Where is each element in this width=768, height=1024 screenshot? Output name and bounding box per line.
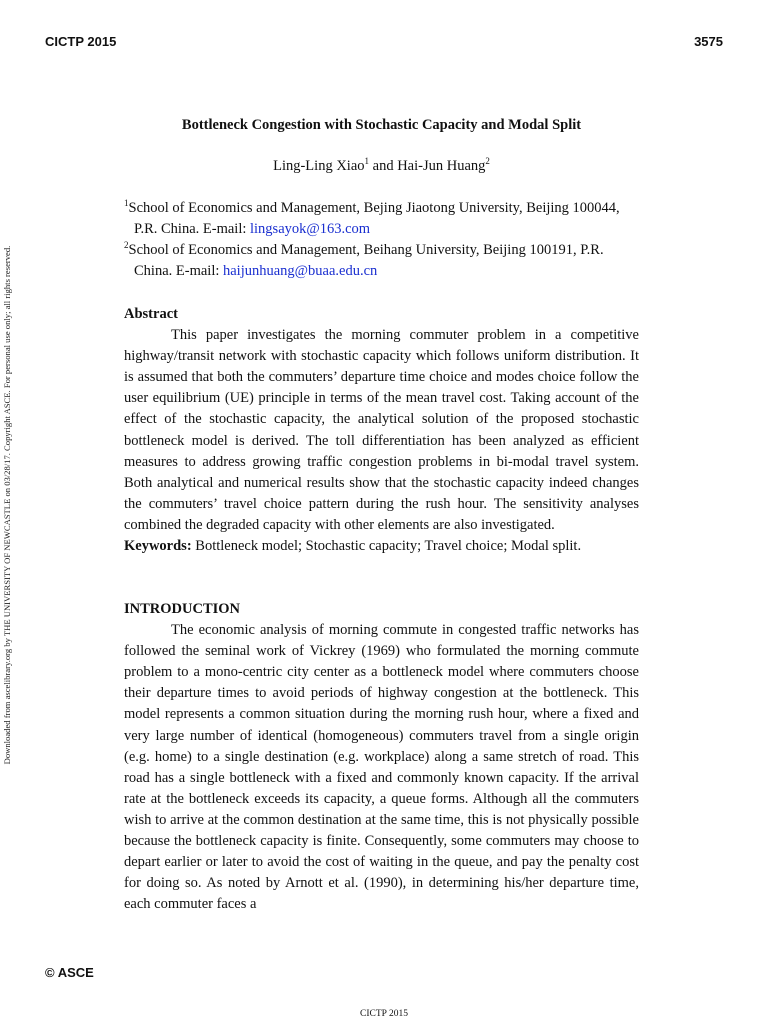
affiliation-2-text: School of Economics and Management, Beihang University, Beijing 100191, P.R. xyxy=(128,242,604,258)
abstract-section xyxy=(124,304,639,557)
email-link-1[interactable]: lingsayok@163.com xyxy=(250,221,371,237)
running-header-left: CICTP 2015 xyxy=(45,34,117,49)
introduction-text: The economic analysis of morning commute in congested traffic networks has followed the seminal work of Vickrey (1969) who formulated the morning commute problem to a mono-centric city center as a bottleneck model where commuters choose their departure times to avoid periods of highway congestion at the bottleneck. This model represents a common situation during the morning rush hour, where a fixed and very large number of identical (homogeneous) commuters travel from a single origin (e.g. home) to a single destination (e.g. workplace) along a same stretch of road. This road has a single bottleneck with a fixed and commonly known capacity. If the arrival rate at the bottleneck exceeds its capacity, a queue forms. Although all the commuters wish to arrive at the common destination at the same time, this is not physically possible because the bottleneck capacity is finite. Consequently, some commuters may choose to depart earlier or later to avoid the cost of waiting in the queue, and pay the penalty cost for doing so. As noted by Arnott et al. (1990), in determining his/her departure time, each commuter faces a xyxy=(124,622,639,913)
footer-conference: CICTP 2015 xyxy=(360,1009,408,1019)
author-2-affil-mark: 2 xyxy=(485,156,490,167)
affiliation-1-mark: 1 xyxy=(124,198,129,209)
keywords-label: Keywords: xyxy=(124,538,192,555)
affiliation-2 xyxy=(124,240,639,282)
affiliation-1-country: P.R. China. E-mail: xyxy=(134,221,250,237)
abstract-text: This paper investigates the morning commuter problem in a competitive highway/transit network with stochastic capacity which follows uniform distribution. It is assumed that both the commuters’ departure time choice and modes choice follow the user equilibrium (UE) principle in terms of the mean travel cost. Taking account of the effect of the stochastic capacity, the analytical solution of the proposed stochastic bottleneck model is derived. The toll differentiation has been analyzed as efficient measures to address growing traffic congestion problems in bi-modal travel system. Both analytical and numerical results show that the stochastic capacity indeed changes the commuters’ travel choice pattern during the rush hour. The sensitivity analyses combined the degraded capacity with other elements are also investigated. xyxy=(124,327,639,533)
keywords-list: Bottleneck model; Stochastic capacity; Travel choice; Modal split. xyxy=(191,538,582,555)
author-conjunction: and xyxy=(369,158,398,174)
introduction-section xyxy=(124,599,639,915)
author-2: Hai-Jun Huang xyxy=(397,158,486,174)
asce-logo: © ASCE xyxy=(45,965,94,980)
affiliation-2-country: China. E-mail: xyxy=(134,263,223,279)
keywords-line xyxy=(124,536,639,557)
paper-title: Bottleneck Congestion with Stochastic Capacity and Modal Split xyxy=(181,117,582,133)
author-1-affil-mark: 1 xyxy=(364,156,370,167)
email-link-2[interactable]: haijunhuang@buaa.edu.cn xyxy=(223,263,378,279)
affiliation-1 xyxy=(124,198,639,240)
page-number: 3575 xyxy=(694,34,723,49)
affiliation-2-mark: 2 xyxy=(124,240,129,251)
download-notice: Downloaded from ascelibrary.org by THE UNIVERSITY OF NEWCASTLE on 03/28/17. Copyright ASCE. For personal use only; all rights reserved. xyxy=(2,245,12,765)
introduction-heading: INTRODUCTION xyxy=(124,601,241,617)
author-line xyxy=(124,158,639,175)
abstract-heading: Abstract xyxy=(124,306,178,322)
author-1: Ling-Ling Xiao xyxy=(273,158,365,174)
affiliation-1-text: School of Economics and Management, Bejing Jiaotong University, Beijing 100044, xyxy=(128,200,620,216)
